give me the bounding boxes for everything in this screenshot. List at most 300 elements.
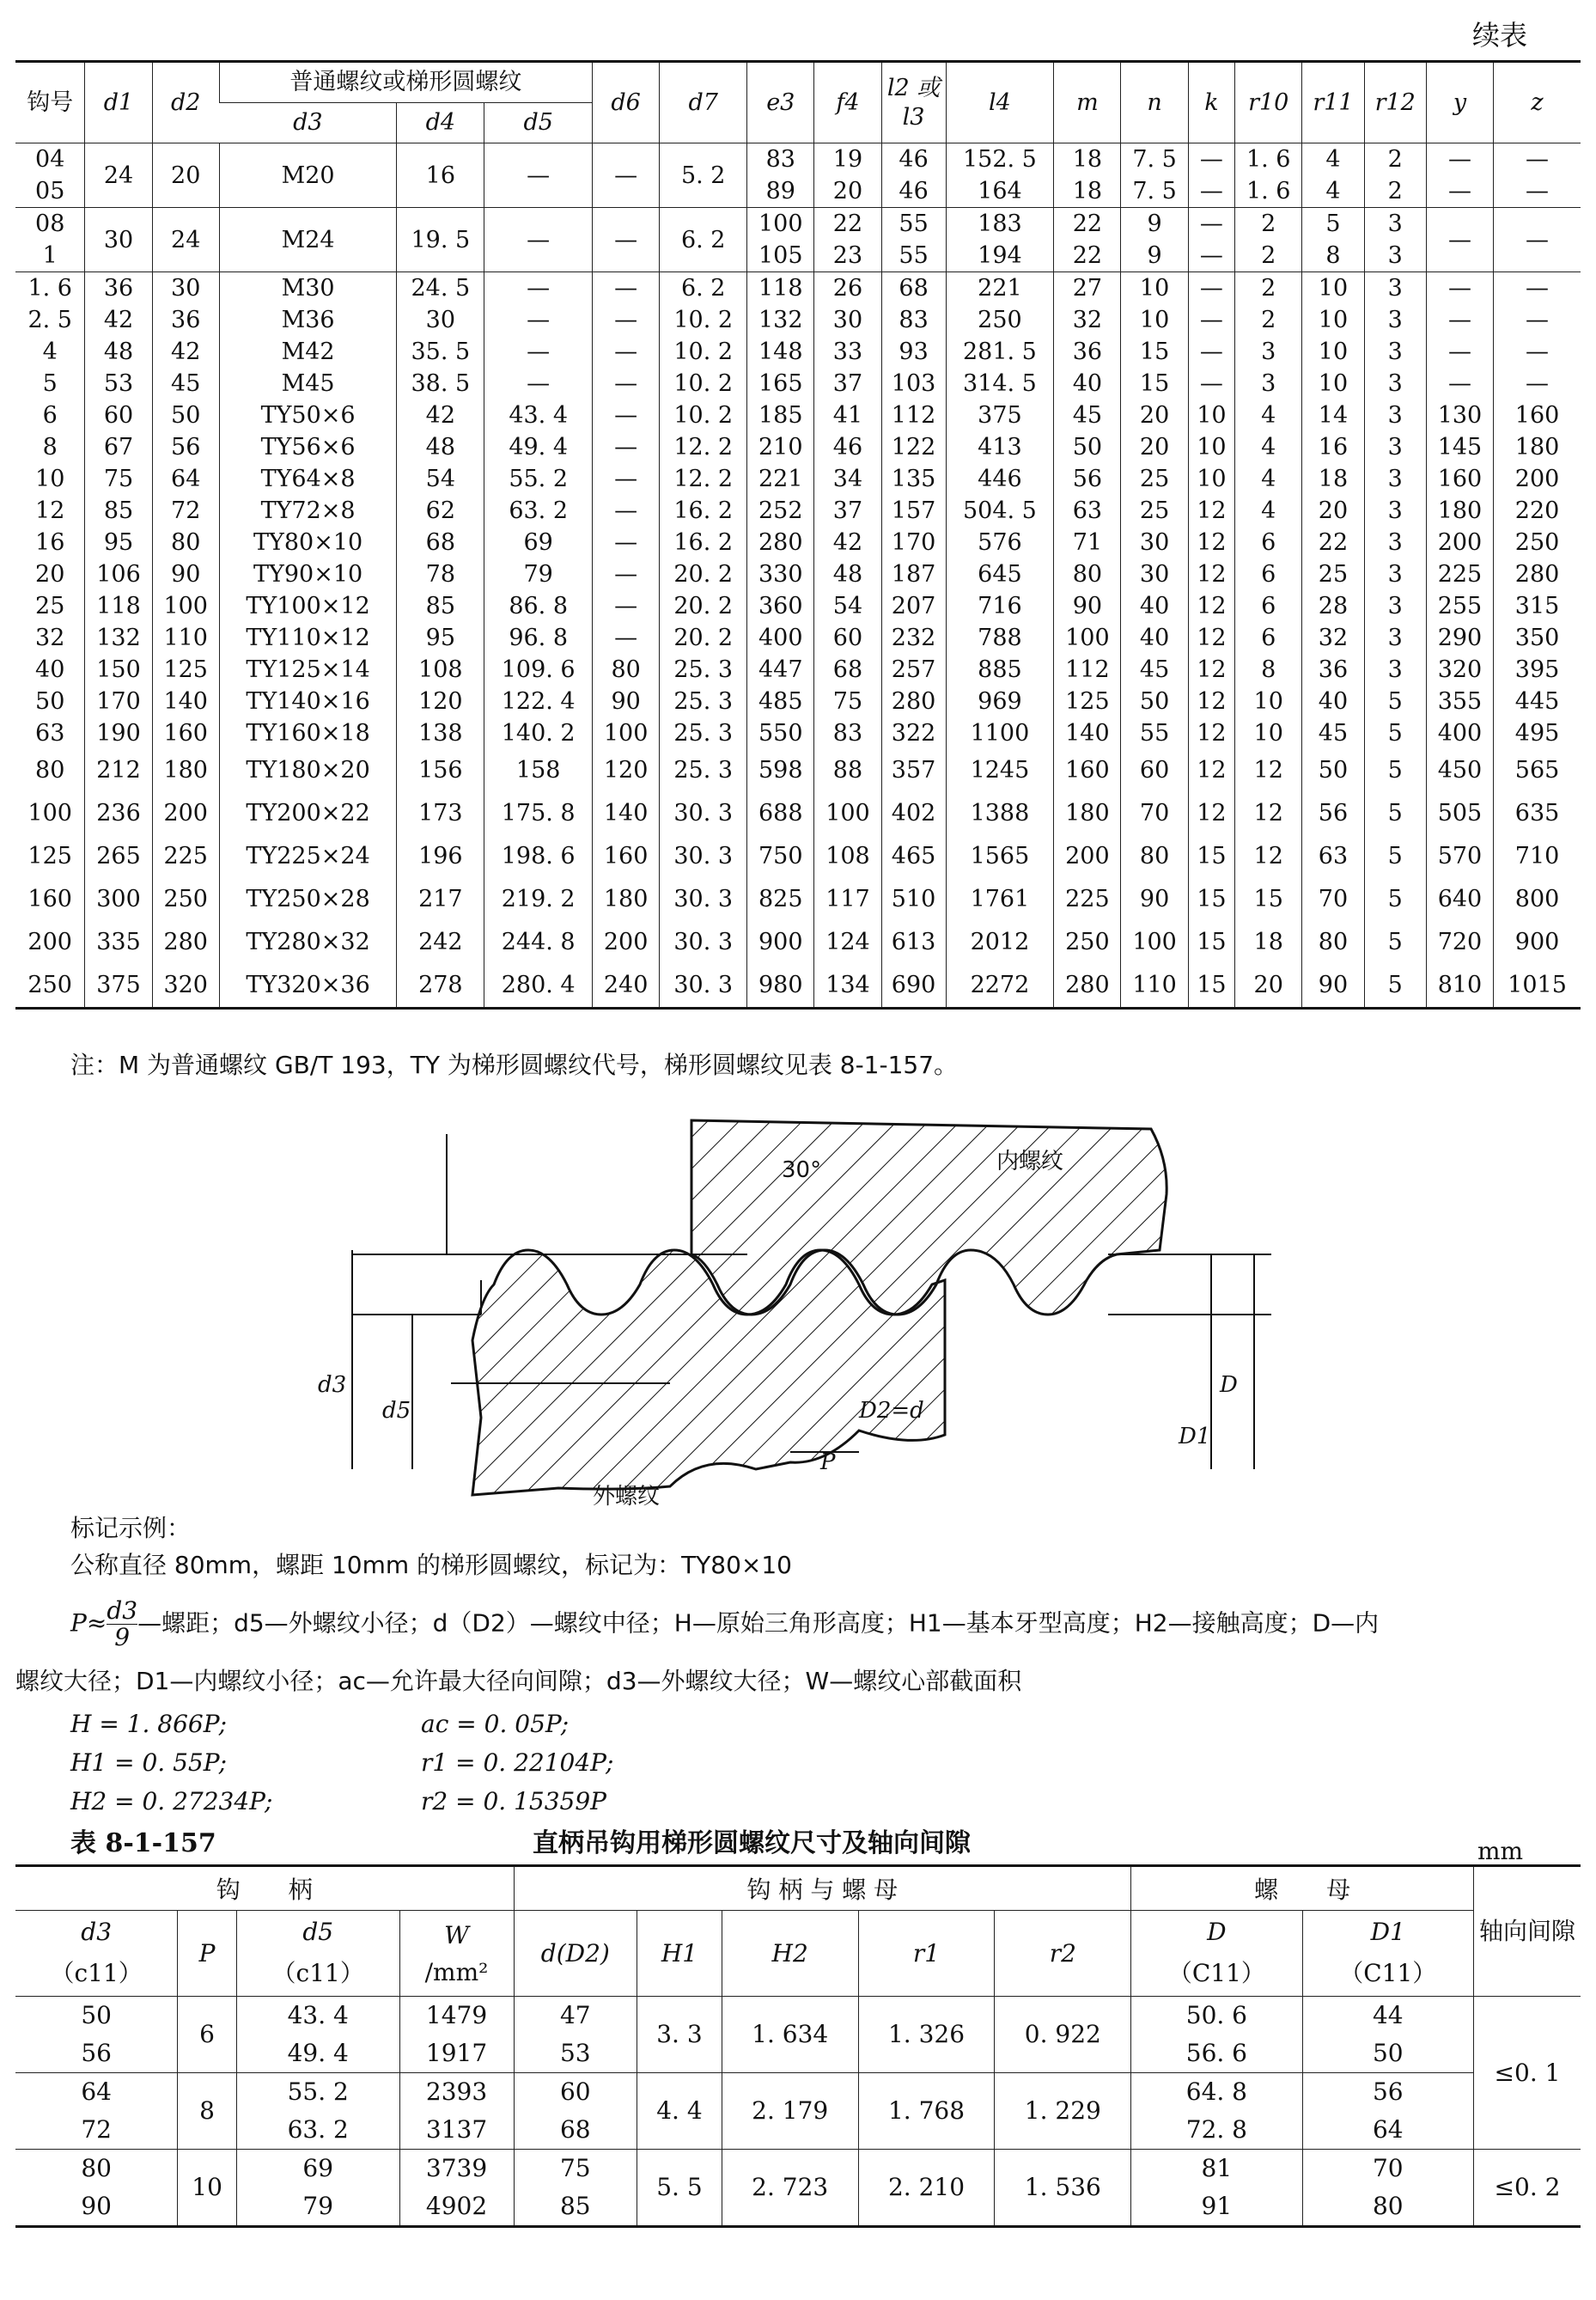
table2-cell: 49. 4	[236, 2035, 399, 2073]
table-cell: 16	[397, 143, 484, 208]
table-cell: —	[593, 304, 660, 336]
table-cell: 4	[1235, 431, 1302, 463]
table-cell: 250	[1494, 527, 1581, 558]
table-cell: 30	[1121, 527, 1188, 558]
table-cell: 23	[814, 240, 881, 272]
table-cell: 565	[1494, 749, 1581, 792]
table-cell: 30	[85, 208, 152, 272]
table-cell: 25	[35, 593, 65, 619]
table-row	[15, 495, 1581, 527]
table-cell: 83	[881, 304, 946, 336]
table-cell: 255	[1426, 590, 1493, 622]
table-cell: 3	[1364, 368, 1426, 400]
table-cell: 25. 3	[660, 686, 747, 717]
table-cell: 1015	[1494, 964, 1581, 1009]
table-cell: —	[1188, 143, 1234, 176]
table-cell: —	[593, 143, 660, 208]
table-cell: 60	[814, 622, 881, 654]
table-cell: 198. 6	[484, 835, 593, 878]
table-cell: —	[593, 463, 660, 495]
table-cell: —	[484, 368, 593, 400]
table-cell: 45	[1054, 400, 1121, 431]
table-cell: 250	[27, 972, 72, 998]
table-cell: 20. 2	[660, 558, 747, 590]
table-cell: —	[484, 143, 593, 208]
table-cell: 16. 2	[660, 527, 747, 558]
table-cell: 3	[1364, 622, 1426, 654]
table-cell: 38. 5	[397, 368, 484, 400]
table-cell: 645	[946, 558, 1054, 590]
table-cell: 280	[1054, 964, 1121, 1009]
table-cell: 109. 6	[484, 654, 593, 686]
table-cell: 3	[1364, 558, 1426, 590]
table-row	[15, 368, 1581, 400]
legend-line1-text: —螺距；d5—外螺纹小径；d（D2）—螺纹中径；H—原始三角形高度；H1—基本牙型高度；H2—接触高度；D—内	[137, 1608, 1380, 1638]
table-cell: 4	[1235, 400, 1302, 431]
table-cell: 12	[1235, 792, 1302, 835]
header-tolerance: （c11）	[271, 1959, 364, 1987]
table-cell: —	[593, 336, 660, 368]
table-cell: TY125×14	[219, 654, 397, 686]
table-cell: 180	[1054, 792, 1121, 835]
table-cell: 18	[1235, 921, 1302, 964]
table2-cell: 50. 6	[1131, 1997, 1302, 2035]
table-cell: 196	[397, 835, 484, 878]
table2-cell: 47	[514, 1997, 637, 2035]
table-cell: 118	[85, 590, 152, 622]
table-cell: 28	[1302, 590, 1364, 622]
table-cell: 185	[747, 400, 814, 431]
table-cell: 5	[1364, 878, 1426, 921]
table-cell: 20. 2	[660, 590, 747, 622]
table-cell: 30	[1121, 558, 1188, 590]
table2-cell: 60	[514, 2073, 637, 2112]
table-cell: 1565	[946, 835, 1054, 878]
table-cell: —	[1426, 175, 1493, 208]
table-cell: 2	[1235, 272, 1302, 305]
table-cell: 690	[881, 964, 946, 1009]
table-cell: M36	[219, 304, 397, 336]
table-cell: 20	[814, 175, 881, 208]
table-cell: 24	[85, 143, 152, 208]
table-cell: 10. 2	[660, 304, 747, 336]
header-symbol: d(D2)	[540, 1939, 610, 1968]
header-symbol: r1	[912, 1939, 941, 1968]
table-cell: —	[1188, 304, 1234, 336]
table-cell: 30. 3	[660, 964, 747, 1009]
table-cell: 402	[881, 792, 946, 835]
table-cell: 18	[1302, 463, 1364, 495]
table2-cell: 68	[514, 2111, 637, 2150]
col-l2-l3: l2 或 l3	[881, 62, 946, 143]
table-cell: 220	[1494, 495, 1581, 527]
table-cell: 315	[1494, 590, 1581, 622]
table-cell: 122	[881, 431, 946, 463]
table-cell: 170	[85, 686, 152, 717]
table-cell: 40	[1054, 368, 1121, 400]
table-cell: 53	[85, 368, 152, 400]
col-d6: d6	[593, 62, 660, 143]
table-cell: 30. 3	[660, 921, 747, 964]
table-cell: 10	[1302, 336, 1364, 368]
table-cell: 290	[1426, 622, 1493, 654]
table2-cell: 4902	[399, 2187, 514, 2227]
table-cell: 15	[1188, 835, 1234, 878]
table-cell: 8	[42, 434, 58, 461]
table-cell: M24	[219, 208, 397, 272]
table-cell: 242	[397, 921, 484, 964]
table-cell: 1. 6	[1235, 175, 1302, 208]
table-cell: 100	[593, 717, 660, 749]
D1-label: D1	[1179, 1424, 1211, 1449]
formula-H1: H1 = 0. 55P;	[70, 1748, 228, 1777]
table-cell: 63	[35, 720, 65, 747]
table2-cell: 64	[1302, 2111, 1473, 2150]
table-cell: 232	[881, 622, 946, 654]
table-row	[15, 304, 1581, 336]
col-m: m	[1054, 62, 1121, 143]
table-cell: 180	[1426, 495, 1493, 527]
table-cell: —	[1188, 175, 1234, 208]
table-cell: 225	[1054, 878, 1121, 921]
table2-cell: 6	[178, 1997, 237, 2073]
table-cell: 165	[747, 368, 814, 400]
table-cell: 504. 5	[946, 495, 1054, 527]
internal-thread-label: 内螺纹	[996, 1149, 1064, 1174]
table-cell: 25. 3	[660, 749, 747, 792]
table-cell: 200	[1494, 463, 1581, 495]
table-cell: 688	[747, 792, 814, 835]
table-cell: 350	[1494, 622, 1581, 654]
table-cell: 210	[747, 431, 814, 463]
table-cell: 450	[1426, 749, 1493, 792]
table-cell: —	[1494, 272, 1581, 305]
table-cell: 3	[1364, 463, 1426, 495]
table-cell: 100	[152, 590, 219, 622]
table-cell: 71	[1054, 527, 1121, 558]
table2-cell: 1. 536	[995, 2150, 1131, 2227]
table-cell: —	[484, 336, 593, 368]
col-d3: d3	[219, 103, 397, 143]
table-row	[15, 590, 1581, 622]
table-row	[15, 622, 1581, 654]
table-cell: 22	[1054, 208, 1121, 241]
table-cell: 36	[1302, 654, 1364, 686]
table-cell: M42	[219, 336, 397, 368]
table-cell: —	[593, 622, 660, 654]
table-cell: 30	[397, 304, 484, 336]
table-cell: 05	[35, 178, 65, 204]
table-cell: 69	[484, 527, 593, 558]
table-cell: 4	[1302, 143, 1364, 176]
table-cell: 810	[1426, 964, 1493, 1009]
header-symbol: W	[444, 1920, 469, 1949]
table2-cell: 1. 634	[722, 1997, 858, 2073]
table2-cell: 72	[81, 2115, 112, 2144]
table-cell: 505	[1426, 792, 1493, 835]
angle-label: 30°	[782, 1157, 822, 1183]
table-cell: 60	[85, 400, 152, 431]
table-cell: 145	[1426, 431, 1493, 463]
table-cell: 257	[881, 654, 946, 686]
table-cell: 63. 2	[484, 495, 593, 527]
table-cell: 140	[1054, 717, 1121, 749]
table-cell: 3	[1364, 495, 1426, 527]
table-cell: 200	[27, 929, 72, 955]
table-cell: 280. 4	[484, 964, 593, 1009]
table-cell: 140	[593, 792, 660, 835]
table-cell: 9	[1121, 240, 1188, 272]
table2-row	[15, 2073, 1581, 2112]
table-cell: 12	[1235, 749, 1302, 792]
table2-cell: 50	[1302, 2035, 1473, 2073]
table-cell: 19. 5	[397, 208, 484, 272]
table-cell: 278	[397, 964, 484, 1009]
table2-cell: 1917	[399, 2035, 514, 2073]
table-cell: 400	[747, 622, 814, 654]
table-cell: 108	[814, 835, 881, 878]
table-cell: 3	[1364, 336, 1426, 368]
table-cell: 10	[1188, 400, 1234, 431]
table2-col-header	[1302, 1911, 1473, 1997]
table-cell: 93	[881, 336, 946, 368]
table-cell: 50	[1121, 686, 1188, 717]
table-cell: 56	[1302, 792, 1364, 835]
header-tolerance: （C11）	[1339, 1959, 1437, 1987]
table-cell: —	[1494, 175, 1581, 208]
table-cell: 80	[1121, 835, 1188, 878]
table-cell: 236	[85, 792, 152, 835]
table-cell: 10. 2	[660, 368, 747, 400]
table-cell: 170	[881, 527, 946, 558]
table2-col-header	[399, 1911, 514, 1997]
formula-r2: r2 = 0. 15359P	[421, 1787, 606, 1815]
table-cell: 10. 2	[660, 336, 747, 368]
table2-cell: 63. 2	[236, 2111, 399, 2150]
table-cell: 34	[814, 463, 881, 495]
table-cell: 207	[881, 590, 946, 622]
table2-cell: 3137	[399, 2111, 514, 2150]
table-cell: 5	[1364, 717, 1426, 749]
table-cell: 164	[946, 175, 1054, 208]
table-cell: 446	[946, 463, 1054, 495]
col-axial-gap: 轴向间隙	[1474, 1866, 1581, 1997]
table-cell: 20	[1302, 495, 1364, 527]
table-cell: —	[593, 495, 660, 527]
table-cell: 825	[747, 878, 814, 921]
col-e3: e3	[747, 62, 814, 143]
table-cell: —	[1188, 336, 1234, 368]
table2-cell: 90	[81, 2192, 112, 2220]
header-symbol: d3	[81, 1918, 113, 1946]
table2-cell: 56	[81, 2039, 112, 2067]
table-cell: 1245	[946, 749, 1054, 792]
table-cell: M20	[219, 143, 397, 208]
table-cell: 78	[397, 558, 484, 590]
table-cell: 2012	[946, 921, 1054, 964]
table-cell: 90	[1121, 878, 1188, 921]
table-cell: 12	[1188, 686, 1234, 717]
table-cell: 80	[1054, 558, 1121, 590]
table-cell: 330	[747, 558, 814, 590]
table-cell: 360	[747, 590, 814, 622]
header-tolerance: /mm²	[424, 1957, 489, 1986]
table-cell: 969	[946, 686, 1054, 717]
table-cell: 132	[85, 622, 152, 654]
table-cell: 32	[35, 625, 65, 651]
table-cell: 280	[747, 527, 814, 558]
table-cell: 150	[85, 654, 152, 686]
table-cell: 85	[85, 495, 152, 527]
table-cell: 43. 4	[484, 400, 593, 431]
table-cell: 15	[1121, 336, 1188, 368]
table-cell: 36	[85, 272, 152, 305]
table-cell: 158	[484, 749, 593, 792]
table-cell: 335	[85, 921, 152, 964]
table2-cell: 53	[514, 2035, 637, 2073]
table2-cell: 2. 723	[722, 2150, 858, 2227]
table-cell: 118	[747, 272, 814, 305]
table-cell: TY250×28	[219, 878, 397, 921]
table-row	[15, 717, 1581, 749]
table-cell: 980	[747, 964, 814, 1009]
table-cell: 225	[1426, 558, 1493, 590]
table-cell: 5. 2	[660, 143, 747, 208]
col-d5: d5	[484, 103, 593, 143]
table-cell: TY64×8	[219, 463, 397, 495]
table-cell: 160	[1426, 463, 1493, 495]
table-cell: 90	[152, 558, 219, 590]
table-cell: 598	[747, 749, 814, 792]
table-cell: 180	[593, 878, 660, 921]
table-cell: 32	[1054, 304, 1121, 336]
table-cell: 3	[1364, 272, 1426, 305]
table-cell: 75	[85, 463, 152, 495]
table-cell: 26	[814, 272, 881, 305]
table-cell: 40	[35, 656, 65, 683]
table-cell: 48	[814, 558, 881, 590]
table-cell: 265	[85, 835, 152, 878]
table-cell: 3	[1364, 590, 1426, 622]
table-cell: 2	[1235, 208, 1302, 241]
table2-cell: 1479	[399, 1997, 514, 2035]
table-cell: 45	[1121, 654, 1188, 686]
table-cell: 100	[814, 792, 881, 835]
table-cell: 322	[881, 717, 946, 749]
table-cell: 30	[152, 272, 219, 305]
table-cell: 12	[1188, 792, 1234, 835]
formula-H: H = 1. 866P;	[70, 1710, 228, 1738]
col-r10: r10	[1235, 62, 1302, 143]
table-cell: 175. 8	[484, 792, 593, 835]
table-cell: 10	[1121, 272, 1188, 305]
table-cell: 3	[1235, 368, 1302, 400]
table-cell: 3	[1235, 336, 1302, 368]
table-cell: 103	[881, 368, 946, 400]
table-note: 注：M 为普通螺纹 GB/T 193，TY 为梯形圆螺纹代号，梯形圆螺纹见表 8-1-157。	[70, 1051, 959, 1079]
table-cell: TY90×10	[219, 558, 397, 590]
table-cell: 570	[1426, 835, 1493, 878]
table-cell: 221	[946, 272, 1054, 305]
table-cell: 217	[397, 878, 484, 921]
table-cell: —	[1494, 208, 1581, 272]
table-cell: 5	[42, 370, 58, 397]
table-cell: 10	[1302, 272, 1364, 305]
table-cell: —	[593, 590, 660, 622]
table-cell: 240	[593, 964, 660, 1009]
table-row	[15, 964, 1581, 1009]
table-row	[15, 400, 1581, 431]
table-cell: 42	[814, 527, 881, 558]
table-cell: 12	[1188, 558, 1234, 590]
table-cell: 375	[946, 400, 1054, 431]
col-k: k	[1188, 62, 1234, 143]
table-cell: 130	[1426, 400, 1493, 431]
table-row	[15, 558, 1581, 590]
table-cell: 200	[593, 921, 660, 964]
table-cell: 70	[1121, 792, 1188, 835]
table-cell: 45	[1302, 717, 1364, 749]
table-cell: 42	[85, 304, 152, 336]
thread-profile-diagram	[309, 1108, 1271, 1508]
table-cell: 800	[1494, 878, 1581, 921]
table-cell: TY160×18	[219, 717, 397, 749]
table-cell: 90	[1054, 590, 1121, 622]
table-cell: 320	[1426, 654, 1493, 686]
header-symbol: P	[198, 1939, 216, 1968]
table-cell: 54	[397, 463, 484, 495]
table-cell: 68	[814, 654, 881, 686]
table-cell: —	[593, 208, 660, 272]
table-cell: 120	[397, 686, 484, 717]
group-shank: 钩 柄	[15, 1866, 514, 1911]
col-d7: d7	[660, 62, 747, 143]
table-cell: 5	[1364, 792, 1426, 835]
table-cell: 49. 4	[484, 431, 593, 463]
table-cell: —	[1426, 368, 1493, 400]
table-cell: 110	[1121, 964, 1188, 1009]
table2-cell: 3. 3	[637, 1997, 722, 2073]
table-cell: 50	[152, 400, 219, 431]
table-cell: 244. 8	[484, 921, 593, 964]
table-cell: 8	[1235, 654, 1302, 686]
table2-cell: 69	[236, 2150, 399, 2188]
table-cell: 576	[946, 527, 1054, 558]
table-cell: 3	[1364, 400, 1426, 431]
P-label: P	[820, 1449, 836, 1475]
table-cell: 50	[1054, 431, 1121, 463]
table2-col-header	[722, 1911, 858, 1997]
table-cell: 80	[1302, 921, 1364, 964]
table2-cell: 2393	[399, 2073, 514, 2112]
trapezoid-thread-table	[15, 1864, 1581, 2228]
table-cell: 80	[593, 654, 660, 686]
table-cell: 18	[1054, 143, 1121, 176]
formula-ac: ac = 0. 05P;	[421, 1710, 570, 1738]
table-cell: —	[1188, 208, 1234, 241]
table-row	[15, 749, 1581, 792]
table-cell: 12	[35, 497, 65, 524]
table-cell: 25	[1121, 463, 1188, 495]
table-cell: 88	[814, 749, 881, 792]
table-cell: —	[593, 558, 660, 590]
table-cell: 10	[1188, 431, 1234, 463]
table-cell: 1100	[946, 717, 1054, 749]
table-row	[15, 792, 1581, 835]
table-cell: 120	[593, 749, 660, 792]
table-cell: 80	[152, 527, 219, 558]
table-cell: 100	[1054, 622, 1121, 654]
